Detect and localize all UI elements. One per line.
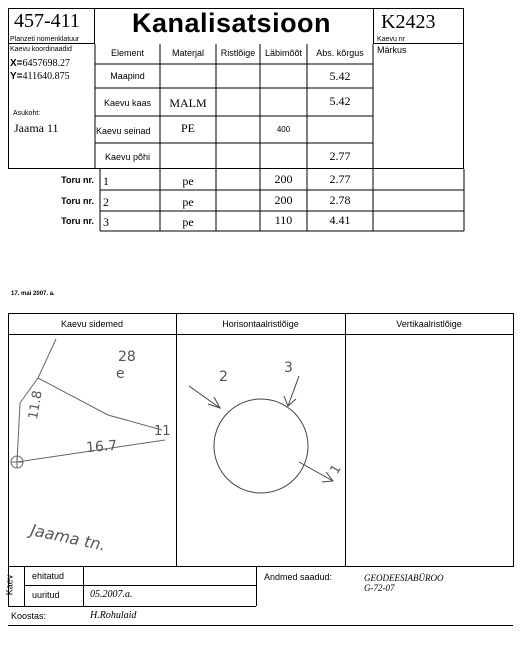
coord-y-value: 411640.875	[22, 71, 70, 82]
hand-e: e	[116, 366, 125, 382]
hand-11-8: 11.8	[26, 389, 46, 421]
pipe-nr: 1	[103, 174, 109, 188]
table-row-material: MALM	[169, 96, 207, 110]
footer-data-value-2: G-72-07	[364, 583, 395, 593]
pipe-label: Toru nr.	[61, 216, 94, 226]
table-row-element: Maapind	[110, 71, 145, 81]
pipe-material: pe	[182, 174, 194, 188]
sheet-number-caption: Planzeti nomenklatuur	[10, 36, 80, 43]
col-header-material: Materjal	[171, 48, 204, 58]
footer-data-label: Andmed saadud:	[264, 572, 333, 582]
footer-surveyed-value: 05.2007.a.	[90, 589, 133, 600]
footer-author-value: H.Rohulaid	[90, 610, 137, 621]
date-note: 17. mai 2007. a.	[11, 291, 55, 297]
hand-pipe-3: 3	[284, 360, 293, 376]
table-row-height: 5.42	[329, 69, 351, 83]
sheet-number: 457-411	[14, 10, 80, 32]
pipe-height: 2.77	[329, 172, 351, 186]
hand-11: 11	[154, 424, 171, 439]
col-title-vertical: Vertikaalristlõige	[396, 319, 462, 329]
table-row-height: 5.42	[329, 94, 351, 108]
footer-surveyed-label: uuritud	[32, 590, 60, 600]
footer-data-value-1: GEODEESIABÜROO	[364, 573, 444, 583]
hand-pipe-1: 1	[327, 462, 345, 477]
col-title-well-links: Kaevu sidemed	[60, 319, 124, 329]
pipe-nr: 3	[103, 215, 109, 229]
table-row-element: Kaevu seinad	[96, 126, 151, 136]
table-row-element: Kaevu põhi	[104, 152, 151, 162]
hand-street: Jaama tn.	[28, 520, 108, 555]
location-value: Jaama 11	[14, 121, 59, 135]
pipe-diameter: 200	[274, 193, 293, 207]
col-title-horizontal: Horisontaalristlõige	[222, 319, 299, 329]
footer-author-label: Koostas:	[11, 611, 47, 621]
pipe-diameter: 110	[274, 213, 293, 227]
page-title: Kanalisatsioon	[132, 8, 332, 38]
pipe-label: Toru nr.	[61, 175, 94, 185]
hand-28: 28	[118, 349, 136, 365]
footer-side-label: Kaev	[4, 574, 15, 596]
footer-built-label: ehitatud	[32, 571, 65, 581]
well-number: K2423	[381, 11, 436, 33]
hand-16-7: 16.7	[85, 437, 118, 457]
hand-pipe-2: 2	[219, 369, 228, 385]
table-row-element: Kaevu kaas	[103, 98, 152, 108]
col-header-element: Element	[110, 48, 145, 58]
table-row-diameter: 400	[276, 125, 291, 134]
table-row-material: PE	[180, 121, 195, 135]
well-number-caption: Kaevu nr	[377, 36, 406, 43]
pipe-material: pe	[182, 195, 194, 209]
coord-y-label: Y=	[10, 71, 23, 82]
coord-x-label: X=	[10, 58, 23, 69]
coord-x-value: 6457698.27	[22, 58, 71, 69]
pipe-material: pe	[182, 215, 194, 229]
col-header-height: Abs. kõrgus	[316, 48, 364, 58]
pipe-diameter: 200	[274, 172, 293, 186]
pipe-height: 4.41	[329, 213, 351, 227]
col-header-remarks: Märkus	[377, 45, 407, 55]
pipe-height: 2.78	[329, 193, 351, 207]
table-row-height: 2.77	[329, 149, 351, 163]
location-label: Asukoht:	[13, 110, 41, 117]
pipe-nr: 2	[103, 195, 109, 209]
col-header-cross: Ristlõige	[220, 48, 256, 58]
coords-caption: Kaevu koordinaadid	[10, 46, 72, 53]
pipe-label: Toru nr.	[61, 196, 94, 206]
col-header-diameter: Läbimõõt	[264, 48, 303, 58]
